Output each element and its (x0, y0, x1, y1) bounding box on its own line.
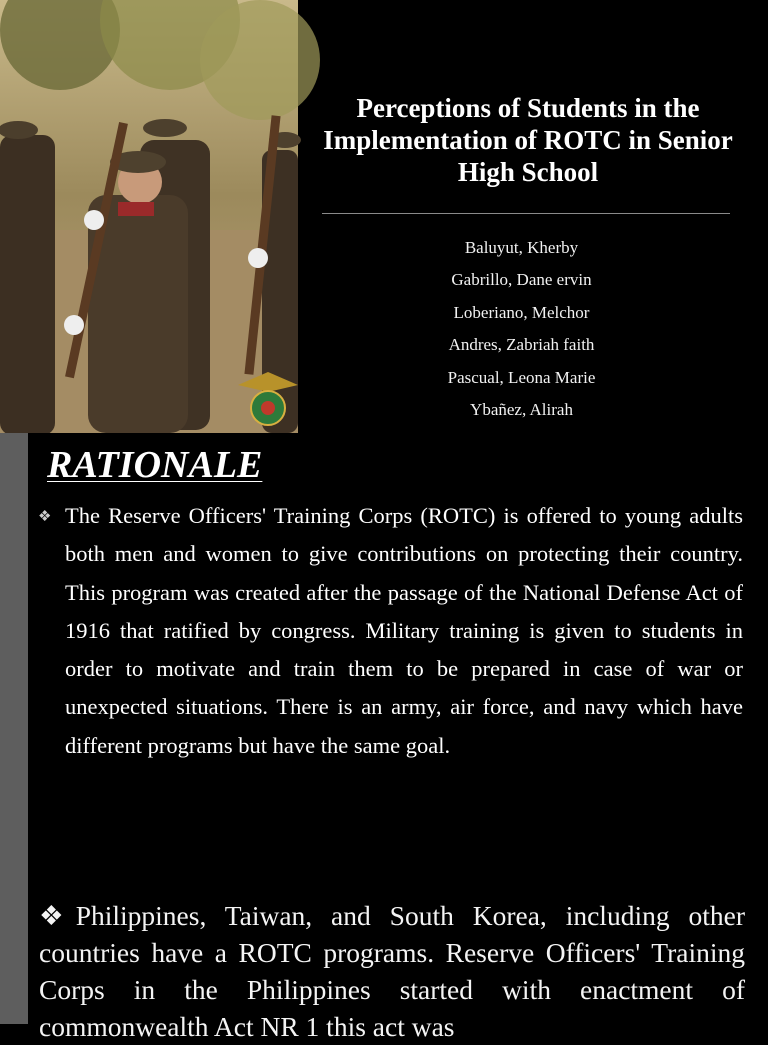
side-accent-bar (0, 433, 28, 867)
author-name: Baluyut, Kherby (464, 238, 579, 257)
diamond-bullet-icon: ❖ (39, 900, 76, 931)
cadets-photo (0, 0, 298, 433)
section-heading: RATIONALE (47, 444, 263, 486)
rationale-slide (0, 433, 768, 867)
countries-paragraph (39, 897, 745, 1045)
author-list (400, 232, 643, 426)
title-slide (0, 0, 768, 433)
diamond-bullet-icon: ❖ (38, 509, 52, 525)
side-accent-bar (0, 867, 28, 1024)
author-name: Loberiano, Melchor (453, 302, 590, 322)
countries-paragraph-text: Philippines, Taiwan, and South Korea, including other countries have a ROTC programs. Reserve Officers' Training Corps in the Philippines started with enactment of commonwealth Act NR 1 this act was (39, 900, 745, 1042)
presentation-title: Perceptions of Students in the Implementation of ROTC in Senior High School (323, 93, 733, 187)
author-name: Pascual, Leona Marie (447, 367, 596, 387)
author-name: Ybañez, Alirah (470, 400, 573, 420)
rationale-paragraph: The Reserve Officers' Training Corps (ROTC) is offered to young adults both men and women to give contributions on protecting their country. This program was created after the passage of the National Defense Act of 1916 that ratified by congress. Military training is given to students in order to motivate and train them to be prepared in case of war or unexpected situations. There is an army, air force, and navy which have different programs but have the same goal. (65, 503, 743, 758)
title-divider (322, 213, 730, 214)
author-name: Andres, Zabriah faith (448, 335, 595, 355)
rationale-slide-continued (0, 867, 768, 1042)
author-name: Gabrillo, Dane ervin (451, 270, 592, 290)
